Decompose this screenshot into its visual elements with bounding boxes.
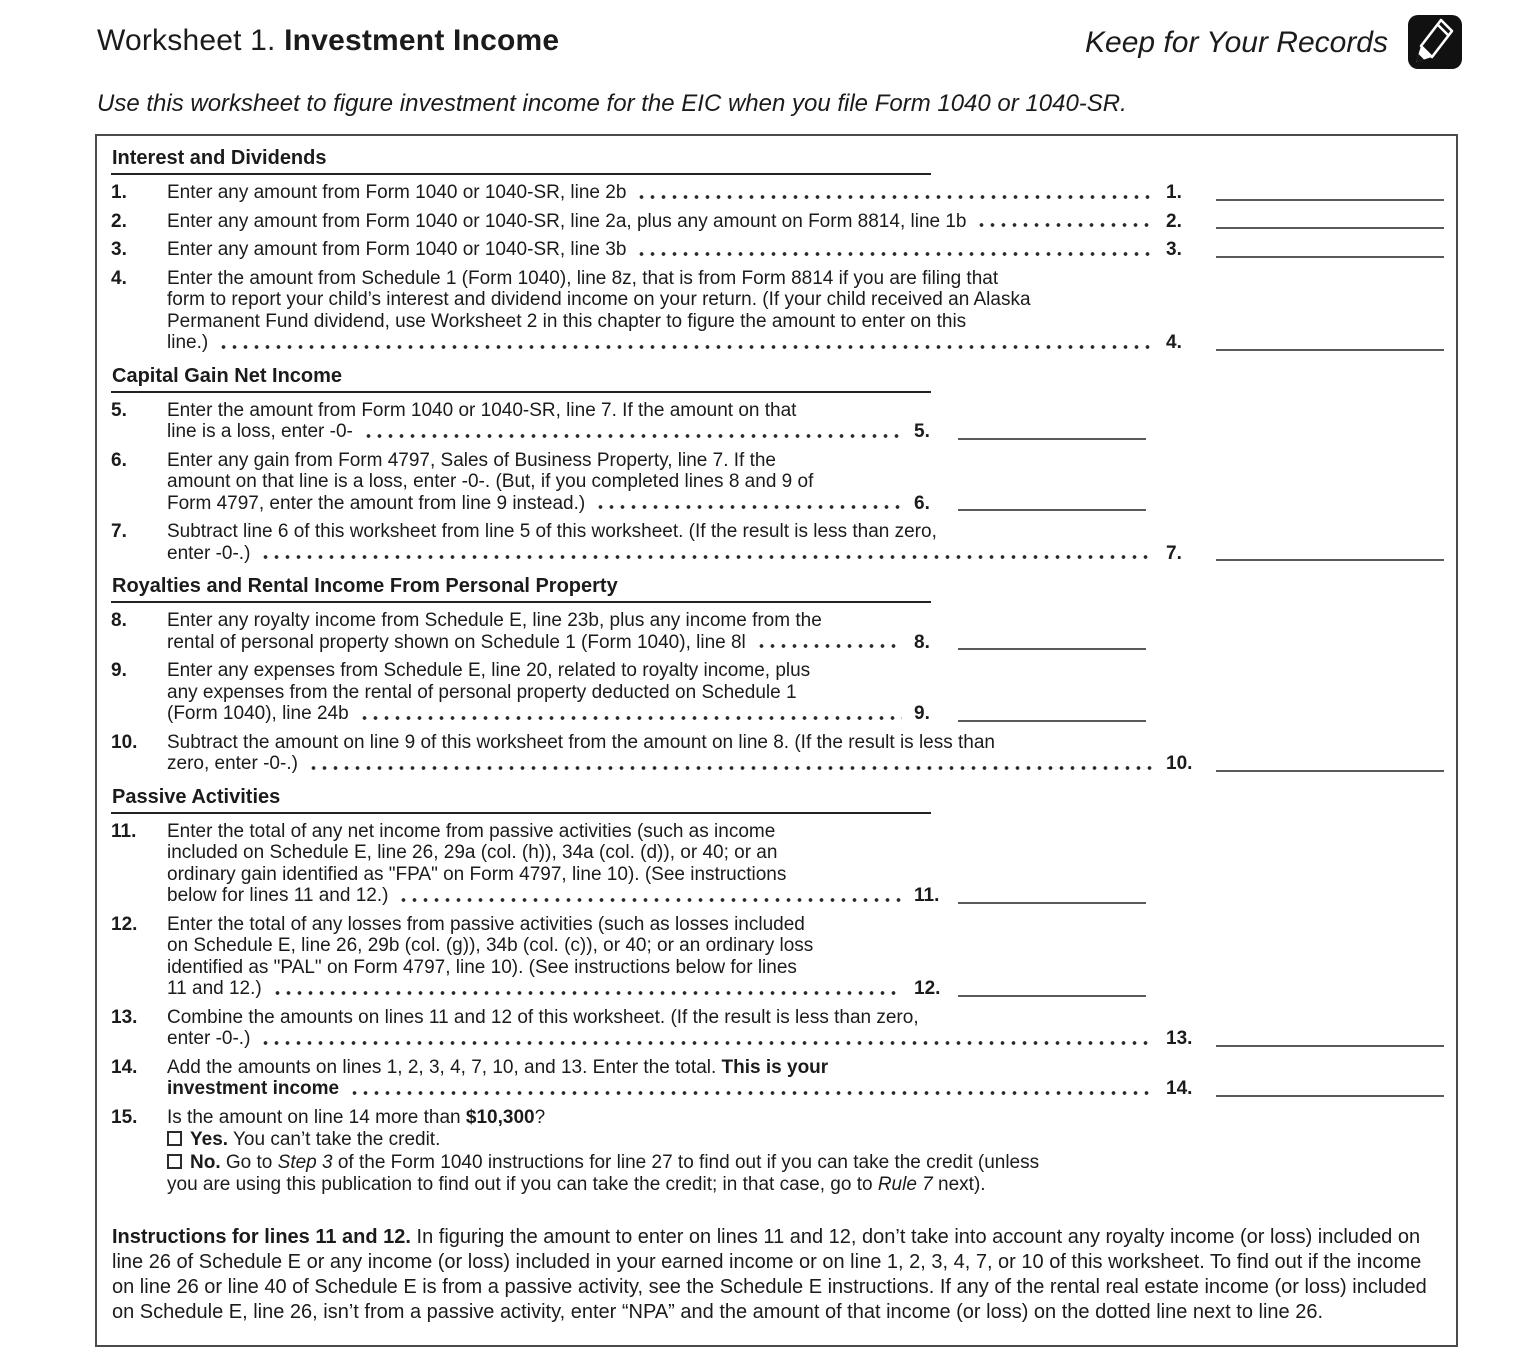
line-13-amount-field[interactable] [1216, 1045, 1444, 1047]
line-1-row [111, 182, 1444, 204]
line-14-text: Add the amounts on lines 1, 2, 3, 4, 7, 10, and 13. Enter the total. This is your investment income [167, 1057, 1164, 1100]
line-6-ref: 6. [914, 492, 930, 514]
dot-leader [976, 221, 1154, 229]
line-2-amount-field[interactable] [1216, 227, 1444, 229]
line-3-row [111, 239, 1444, 261]
header [0, 14, 1536, 70]
keep-for-records-label: Keep for Your Records [1085, 26, 1388, 59]
line-2-text: Enter any amount from Form 1040 or 1040-SR, line 2a, plus any amount on Form 8814, line 1b [167, 211, 1164, 233]
line-13-text: Combine the amounts on lines 11 and 12 of this worksheet. (If the result is less than zero, enter -0-.) [167, 1007, 1164, 1050]
title-prefix: Worksheet 1. [97, 24, 285, 57]
pencil-icon [1406, 14, 1464, 70]
line-6-amount-field[interactable] [958, 509, 1146, 511]
intro-text: Use this worksheet to figure investment income for the EIC when you file Form 1040 or 1040-SR. [97, 90, 1127, 117]
line-7-ref: 7. [1166, 542, 1182, 564]
line-5-amount-field[interactable] [958, 438, 1146, 440]
dot-leader [636, 193, 1154, 201]
line-2-row [111, 211, 1444, 233]
dot-leader [260, 553, 1154, 561]
dot-leader [308, 764, 1154, 772]
line-1-text: Enter any amount from Form 1040 or 1040-SR, line 2b [167, 182, 1164, 204]
line-3-amount-field[interactable] [1216, 256, 1444, 258]
line-4-row [111, 268, 1444, 354]
line-4-number: 4. [111, 267, 127, 289]
instructions-body: In figuring the amount to enter on lines 11 and 12, don’t take into account any royalty income (or loss) included on line 26 of Schedule E or any income (or loss) included in your earned income or on line 1, 2, 3, 4, 7, or 10 of this worksheet. To find out if the income on line 26 or line 40 of Schedule E is from a passive activity, see the Schedule E instructions. If any of the rental real estate income (or loss) included on Schedule E, line 26, isn’t from a passive activity, enter “NPA” and the amount of that income (or loss) on the dotted line next to line 26. [112, 1225, 1427, 1323]
line-12-number: 12. [111, 913, 138, 935]
line-10-row [111, 732, 1444, 775]
line-2-ref: 2. [1166, 210, 1182, 232]
line-9-amount-field[interactable] [958, 720, 1146, 722]
line-14-amount-field[interactable] [1216, 1095, 1444, 1097]
line-4-ref: 4. [1166, 332, 1182, 353]
threshold-amount: $10,300 [465, 1106, 535, 1128]
line-2-number: 2. [111, 210, 127, 232]
line-10-number: 10. [111, 731, 138, 753]
page-title [97, 14, 1085, 58]
line-11-text: Enter the total of any net income from passive activities (such as income included on Schedule E, line 26, 29a (col. (h)), 34a (col. (d)), or 40; or an ordinary gain identified as "FPA" on Form 4797, line 10). (See instructions below for lines 11 and 12.) [167, 821, 912, 907]
section-interest-dividends: Interest and Dividends [111, 143, 931, 175]
line-8-row [111, 610, 1444, 653]
line-8-amount-field[interactable] [958, 648, 1146, 650]
no-label: No. [190, 1151, 221, 1173]
line-14-number: 14. [111, 1056, 138, 1078]
line-10-amount-field[interactable] [1216, 770, 1444, 772]
line-11-number: 11. [111, 820, 137, 842]
dot-leader [349, 1089, 1154, 1097]
line-11-row [111, 821, 1444, 907]
line-4-text: Enter the amount from Schedule 1 (Form 1040), line 8z, that is from Form 8814 if you are filing that form to report your child’s interest and dividend income on your return. (If your child received an Alaska Permanent Fund dividend, use Worksheet 2 in this chapter to figure the amount to enter on this line.) [167, 268, 1164, 354]
line-5-text: Enter the amount from Form 1040 or 1040-SR, line 7. If the amount on that line is a loss, enter -0- [167, 400, 912, 443]
instructions-paragraph [112, 1225, 1444, 1325]
dot-leader [272, 989, 902, 997]
line-5-row [111, 400, 1444, 443]
dot-leader [756, 642, 902, 650]
line-1-number: 1. [111, 182, 127, 203]
line-6-text: Enter any gain from Form 4797, Sales of Business Property, line 7. If the amount on that line is a loss, enter -0-. (But, if you completed lines 8 and 9 of Form 4797, enter the amount from line 9 instead.) [167, 450, 912, 515]
line-8-ref: 8. [914, 631, 930, 653]
line-1-ref: 1. [1166, 182, 1182, 203]
dot-leader [260, 1039, 1154, 1047]
line-15-text: Is the amount on line 14 more than $10,300? Yes. You can’t take the credit. No. Go to Step 3 of the Form 1040 instructions for line 27 to find out if you can take the credit (unless you are using this publication to find out if you can take the credit; in that case, go to Rule 7 next). [167, 1106, 1040, 1195]
title-bold: Investment Income [284, 24, 560, 57]
yes-label: Yes. [190, 1129, 229, 1150]
line-7-number: 7. [111, 521, 127, 542]
dot-leader [398, 896, 902, 904]
line-3-ref: 3. [1166, 239, 1182, 260]
line-3-number: 3. [111, 239, 127, 260]
line-1-amount-field[interactable] [1216, 199, 1444, 201]
line-15-number: 15. [111, 1106, 138, 1128]
line-14-ref: 14. [1166, 1078, 1193, 1099]
section-royalties-rental: Royalties and Rental Income From Personal Property [111, 571, 931, 603]
line-14-row [111, 1057, 1444, 1100]
line-11-amount-field[interactable] [958, 902, 1146, 904]
line-9-row [111, 660, 1444, 725]
line-9-text: Enter any expenses from Schedule E, line 20, related to royalty income, plus any expenses from the rental of personal property deducted on Schedule 1 (Form 1040), line 24b [167, 660, 912, 725]
line-9-number: 9. [111, 660, 127, 681]
dot-leader [359, 714, 902, 722]
line-8-number: 8. [111, 610, 127, 631]
line-12-text: Enter the total of any losses from passive activities (such as losses included on Schedule E, line 26, 29b (col. (g)), 34b (col. (c)), or 40; or an ordinary loss identified as "PAL" on Form 4797, line 10). (See instructions below for lines 11 and 12.) [167, 914, 912, 1000]
dot-leader [636, 250, 1154, 258]
instructions-lead: Instructions for lines 11 and 12. [112, 1225, 411, 1248]
no-checkbox[interactable] [167, 1154, 182, 1169]
line-13-ref: 13. [1166, 1028, 1193, 1049]
line-3-text: Enter any amount from Form 1040 or 1040-SR, line 3b [167, 239, 1164, 261]
line-4-amount-field[interactable] [1216, 349, 1444, 351]
section-capital-gain: Capital Gain Net Income [111, 361, 931, 393]
yes-checkbox[interactable] [167, 1131, 182, 1146]
line-8-text: Enter any royalty income from Schedule E, line 23b, plus any income from the rental of personal property shown on Schedule 1 (Form 1040), line 8l [167, 610, 912, 653]
dot-leader [595, 503, 902, 511]
section-passive-activities: Passive Activities [111, 782, 931, 814]
line-12-row [111, 914, 1444, 1000]
line-10-ref: 10. [1166, 753, 1193, 774]
line-7-text: Subtract line 6 of this worksheet from line 5 of this worksheet. (If the result is less than zero, enter -0-.) [167, 521, 1164, 564]
dot-leader [218, 343, 1154, 351]
line-11-ref: 11. [914, 885, 940, 906]
line-7-row [111, 521, 1444, 564]
line-10-text: Subtract the amount on line 9 of this worksheet from the amount on line 8. (If the result is less than zero, enter -0-.) [167, 732, 1164, 775]
line-13-number: 13. [111, 1006, 138, 1028]
line-12-ref: 12. [914, 978, 941, 999]
line-12-amount-field[interactable] [958, 995, 1146, 997]
line-6-number: 6. [111, 449, 127, 471]
worksheet-box [95, 134, 1458, 1347]
dot-leader [363, 432, 902, 440]
line-15-row [111, 1107, 1444, 1197]
line-5-number: 5. [111, 399, 127, 421]
line-7-amount-field[interactable] [1216, 559, 1444, 561]
line-9-ref: 9. [914, 703, 930, 724]
line-6-row [111, 450, 1444, 515]
line-13-row [111, 1007, 1444, 1050]
line-5-ref: 5. [914, 421, 930, 442]
